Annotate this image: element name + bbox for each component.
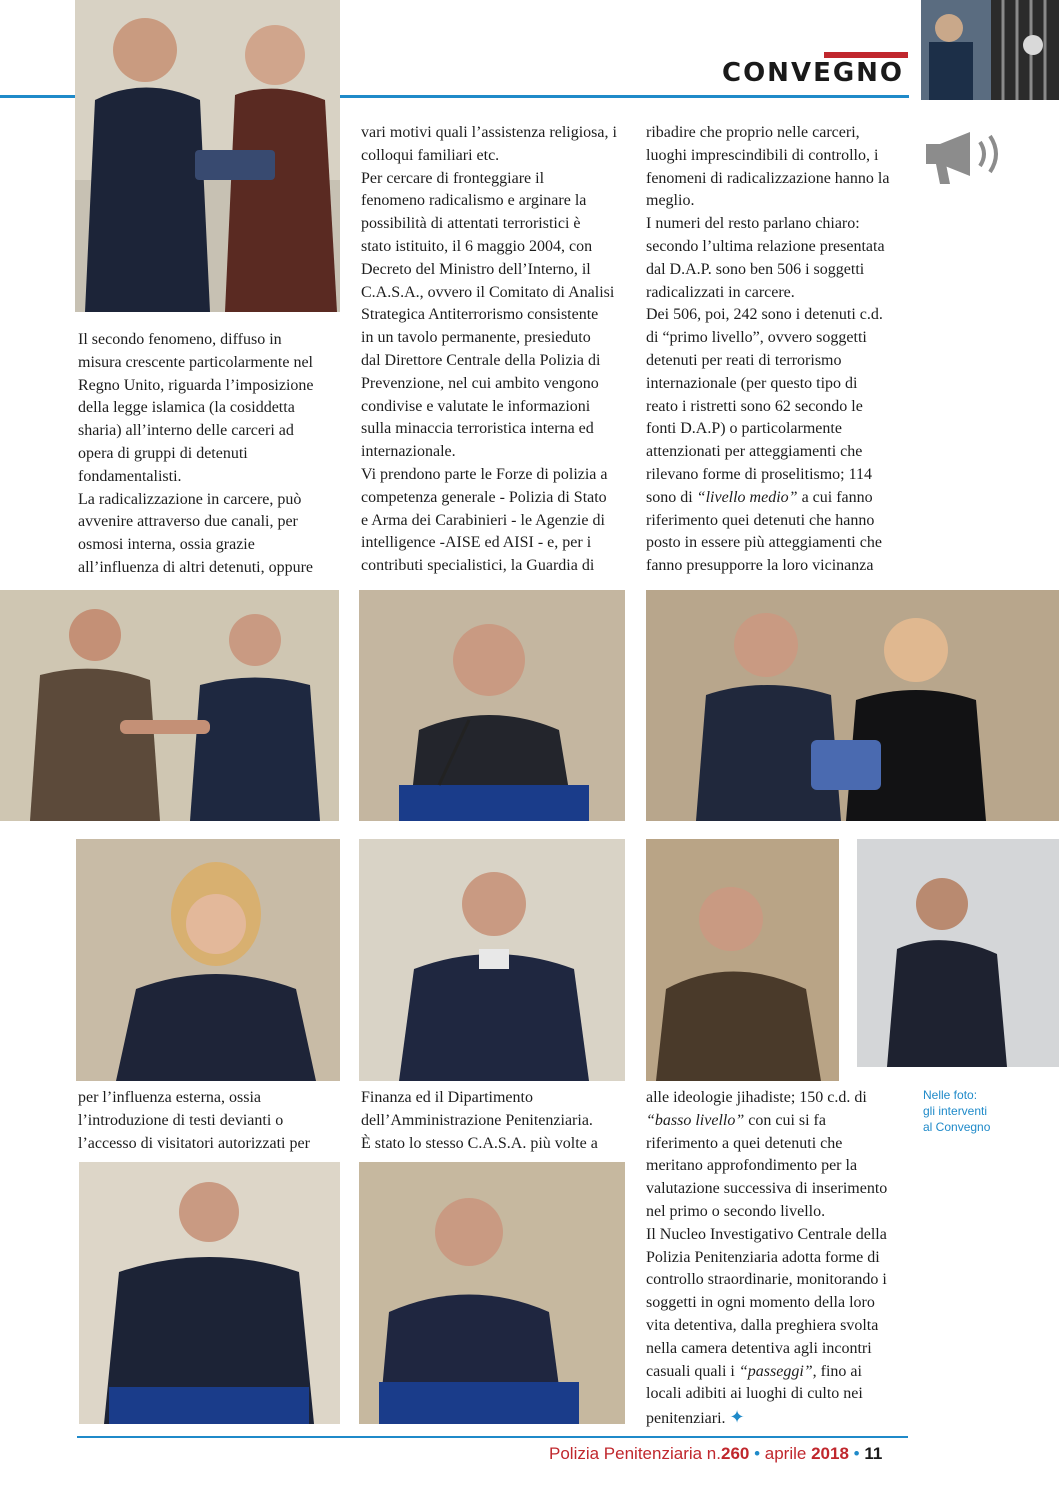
photo-officer-podium: [79, 1162, 340, 1424]
article-column-2-bottom: Finanza ed il Dipartimento dell’Amministrazione Penitenziaria. È stato lo stesso C.A.S.A. più volte a: [361, 1089, 598, 1152]
footer-rule: [77, 1436, 908, 1438]
section-title: CONVEGNO: [722, 58, 905, 88]
article-column-2-top: vari motivi quali l’assistenza religiosa, i colloqui familiari etc. Per cercare di fronteggiare il fenomeno radicalismo e arginare la possibilità di attentati terroristici è stato istituito, il 6 maggio 2004, con Decreto del Ministro dell’Interno, il C.A.S.A., ovvero il Comitato di Analisi Strategica Antiterrorismo consistente in un tavolo permanente, presieduto dal Direttore Centrale della Polizia di Prevenzione, nel cui ambito vengono condivise e valutate le informazioni sulla minaccia terroristica interna ed internazionale. Vi prendono parte le Forze di polizia a competenza generale - Polizia di Stato e Arma dei Carabinieri - le Agenzie di intelligence -AISE ed AISI - e, per i contributi specialistici, la Guardia di: [361, 124, 617, 575]
article-column-1-top: Il secondo fenomeno, diffuso in misura crescente particolarmente nel Regno Unito, riguarda l’imposizione della legge islamica (la cosiddetta sharia) all’interno delle carceri ad opera di gruppi di detenuti fondamentalisti. La radicalizzazione in carcere, può avvenire attraverso due canali, per osmosi interna, ossia grazie all’influenza di altri detenuti, oppure: [78, 331, 314, 576]
article-column-3-bottom: alle ideologie jihadiste; 150 c.d. di “basso livello” con cui si fa riferimento a quei detenuti che meritano approfondimento per la valutazione successiva di inserimento nel primo o secondo livello. Il Nucleo Investigativo Centrale della Polizia Penitenziaria adotta forme di controllo straordinarie, monitorando i soggetti in ogni momento della loro vita detentiva, dalla preghiera svolta nella camera detentiva agli incontri casuali quali i “passeggi”, fino ai locali adibiti ai luoghi di culto nei penitenziari. ✦: [646, 1089, 888, 1428]
photo-caption: Nelle foto: gli interventi al Convegno: [923, 1088, 991, 1134]
article-column-1-bottom: per l’influenza esterna, ossia l’introduzione di testi devianti o l’accesso di visitatori autorizzati per: [78, 1089, 310, 1152]
photo-plaque-exchange-top: [75, 0, 340, 312]
photo-speaker-bearded: [359, 590, 625, 821]
photo-speaker-profile: [857, 839, 1059, 1067]
photo-header-thumbnail: [921, 0, 1059, 100]
photo-uniformed-officer: [359, 839, 625, 1081]
photo-woman-speaker: [76, 839, 340, 1081]
page-footer: Polizia Penitenziaria n.260 • aprile 2018 • 11: [549, 1444, 883, 1463]
article-column-3-top: ribadire che proprio nelle carceri, luoghi imprescindibili di controllo, i fenomeni di radicalizzazione hanno la meglio. I numeri del resto parlano chiaro: secondo l’ultima relazione presentata dal D.A.P. sono ben 506 i soggetti radicalizzati in carcere. Dei 506, poi, 242 sono i detenuti c.d. di “primo livello”, ovvero soggetti detenuti per reati di terrorismo internazionale (per questo tipo di reato i ristretti sono 62 secondo le fonti D.A.P) o particolarmente attenzionati per atteggiamenti che rilevano forme di proselitismo; 114 sono di “livello medio” a cui fanno riferimento quei detenuti che hanno posto in essere più atteggiamenti che fanno presupporre la loro vicinanza: [646, 124, 890, 575]
photo-plaque-exchange-woman: [646, 590, 1059, 821]
photo-bald-speaker: [646, 839, 839, 1081]
four-point-star-icon: ✦: [729, 1407, 745, 1428]
megaphone-icon: [922, 128, 1010, 188]
photo-handshake: [0, 590, 339, 821]
photo-speaker-podium: [359, 1162, 625, 1424]
